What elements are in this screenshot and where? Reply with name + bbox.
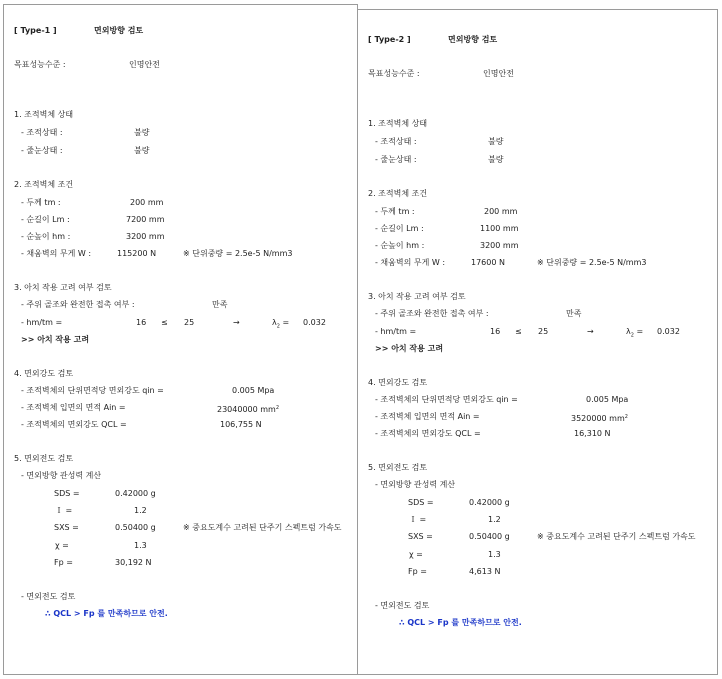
panel1-s3-contact-label: - 주위 골조와 완전한 접촉 여부 : [21,300,135,309]
panel2-s2-unit-weight-note: ※ 단위중량 = 2.5e-5 N/mm3 [537,258,647,267]
panel1-s3-contact-value: 만족 [212,300,228,309]
panel1-s2-thickness-label: - 두께 tm : [21,198,61,207]
panel2-s2-weight-label: - 채움벽의 무게 W : [375,258,446,267]
panel1-s5-fp-value: 30,192 N [115,558,152,567]
panel1-s5-sds-value: 0.42000 g [115,489,156,498]
panel1-s1-item1-value: 불량 [134,128,150,137]
panel1-s5-chi-value: 1.3 [134,541,147,550]
panel2-s3-limit-value: 25 [538,327,549,336]
panel2-s4-title: 4. 면외강도 검토 [368,378,428,387]
panel1-section-title: 면외방향 검토 [94,26,144,35]
panel1-s2-thickness-value: 200 mm [130,198,164,207]
panel1-s2-height-value: 3200 mm [126,232,165,241]
panel2-s3-lambda-label [626,327,643,341]
panel2-s3-arrow: → [587,327,594,336]
panel1-s5-sds-label: SDS = [54,489,80,498]
panel2-s1-item2-label: - 줄눈상태 : [375,155,417,164]
panel2-s3-le-sign: ≤ [515,327,522,336]
panel2-s5-sxs-value: 0.50400 g [469,532,510,541]
panel1-s3-arrow: → [233,318,240,327]
lambda-subscript: 2 [276,323,280,330]
ain-value-text: 23040000 mm [217,405,276,414]
panel1-s3-title: 3. 아치 작용 고려 여부 검토 [14,283,112,292]
panel1-s5-subtitle: - 면외방향 관성력 계산 [21,471,102,480]
panel2-s5-fp-label: Fp = [408,567,427,576]
panel1-s5-chi-label: χ = [55,541,69,550]
panel1-s3-ratio-label: - hm/tm = [21,318,63,327]
panel1-s1-item2-label: - 줄눈상태 : [21,146,63,155]
panel1-s3-lambda-label [272,318,289,332]
panel2-s5-subtitle: - 면외방향 관성력 계산 [375,480,456,489]
panel2-s3-ratio-label: - hm/tm = [375,327,417,336]
panel2-s4-qin-value: 0.005 Mpa [586,395,629,404]
panel2-s5-check-label: - 면외전도 검토 [375,601,430,610]
lambda-equals: = [279,318,290,327]
panel2-s3-lambda-value: 0.032 [657,327,680,336]
ain-value-text: 3520000 mm [571,414,625,423]
panel1-s5-title: 5. 면외전도 검토 [14,454,74,463]
panel1-s2-length-label: - 순길이 Lm : [21,215,70,224]
panel2-section-title: 면외방향 검토 [448,35,498,44]
panel2-s5-sds-label: SDS = [408,498,434,507]
panel1-s4-ain-label: - 조적벽체 입면의 면적 Ain = [21,403,126,412]
lambda-symbol: λ [626,327,631,336]
panel2-s3-contact-label: - 주위 골조와 완전한 접촉 여부 : [375,309,489,318]
panel1-s1-item2-value: 불량 [134,146,150,155]
panel1-s3-lambda-value: 0.032 [303,318,326,327]
panel2-s4-qcl-value: 16,310 N [574,429,611,438]
panel2-s1-item1-value: 불량 [488,137,504,146]
panel2-s5-i-label: Ｉ = [409,515,427,524]
panel1-s1-title: 1. 조적벽체 상태 [14,110,74,119]
panel2-s3-ratio-value: 16 [490,327,501,336]
panel1-s5-check-label: - 면외전도 검토 [21,592,76,601]
panel2-s4-ain-value [571,412,628,424]
ain-unit-exponent: 2 [624,414,628,420]
panel1-type-label: [ Type-1 ] [14,26,57,35]
panel2-s5-sds-value: 0.42000 g [469,498,510,507]
panel1-s5-conclusion: ∴ QCL > Fp 를 만족하므로 안전. [45,609,168,618]
panel1-s4-qcl-label: - 조적벽체의 면외강도 QCL = [21,420,127,429]
ain-unit-exponent: 2 [275,405,280,411]
panel1-s5-i-label: Ｉ = [55,506,73,515]
panel1-s5-sxs-value: 0.50400 g [115,523,156,532]
panel2-s5-fp-value: 4,613 N [469,567,501,576]
panel1-s2-length-value: 7200 mm [126,215,165,224]
panel1-s4-title: 4. 면외강도 검토 [14,369,74,378]
panel2-s3-result: >> 아치 작용 고려 [375,344,444,353]
panel2-s1-title: 1. 조적벽체 상태 [368,119,428,128]
panel1-s2-unit-weight-note: ※ 단위중량 = 2.5e-5 N/mm3 [183,249,293,258]
panel1-s3-limit-value: 25 [184,318,195,327]
panel2-s5-chi-value: 1.3 [488,550,501,559]
panel2-s2-length-value: 1100 mm [480,224,519,233]
panel2-target-value: 인명안전 [483,69,514,78]
panel2-type-label: [ Type-2 ] [368,35,411,44]
panel2-s5-i-value: 1.2 [488,515,501,524]
panel2-s2-thickness-value: 200 mm [484,207,518,216]
panel1-s5-sxs-note: ※ 중요도계수 고려된 단주기 스펙트럼 가속도 [183,523,342,532]
panel2-s5-chi-label: χ = [409,550,423,559]
panel2-s5-sxs-note: ※ 중요도계수 고려된 단주기 스펙트럼 가속도 [537,532,696,541]
lambda-subscript: 2 [630,332,634,339]
panel1-s3-ratio-value: 16 [136,318,147,327]
panel1-s4-qcl-value: 106,755 N [220,420,262,429]
panel1-s4-ain-value [217,403,279,415]
panel2-s4-qcl-label: - 조적벽체의 면외강도 QCL = [375,429,481,438]
panel1-target-label: 목표성능수준 : [14,60,66,69]
panel2-s5-conclusion: ∴ QCL > Fp 를 만족하므로 안전. [399,618,522,627]
panel1-s4-qin-label: - 조적벽체의 단위면적당 면외강도 qin = [21,386,164,395]
panel1-s5-i-value: 1.2 [134,506,147,515]
lambda-equals: = [633,327,644,336]
panel1-s3-le-sign: ≤ [161,318,168,327]
panel1-s2-height-label: - 순높이 hm : [21,232,71,241]
panel2-target-label: 목표성능수준 : [368,69,420,78]
panel1-s5-fp-label: Fp = [54,558,73,567]
panel2-s2-height-value: 3200 mm [480,241,519,250]
panel1-s3-result: >> 아치 작용 고려 [21,335,90,344]
panel1-s1-item1-label: - 조적상태 : [21,128,63,137]
panel2-s4-qin-label: - 조적벽체의 단위면적당 면외강도 qin = [375,395,518,404]
panel2-s2-weight-value: 17600 N [471,258,505,267]
panel1-s4-qin-value: 0.005 Mpa [232,386,275,395]
panel1-s5-sxs-label: SXS = [54,523,79,532]
panel2-s1-item1-label: - 조적상태 : [375,137,417,146]
panel2-s3-contact-value: 만족 [566,309,582,318]
panel1-s2-weight-value: 115200 N [117,249,157,258]
panel2-s4-ain-label: - 조적벽체 입면의 면적 Ain = [375,412,480,421]
panel1-s2-weight-label: - 채움벽의 무게 W : [21,249,92,258]
panel1-s2-title: 2. 조적벽체 조건 [14,180,74,189]
panel2-s2-thickness-label: - 두께 tm : [375,207,415,216]
panel2-s3-title: 3. 아치 작용 고려 여부 검토 [368,292,466,301]
panel2-s2-title: 2. 조적벽체 조건 [368,189,428,198]
panel2-s2-length-label: - 순길이 Lm : [375,224,424,233]
panel2-s1-item2-value: 불량 [488,155,504,164]
panel2-s5-sxs-label: SXS = [408,532,433,541]
panel2-s2-height-label: - 순높이 hm : [375,241,425,250]
lambda-symbol: λ [272,318,277,327]
panel2-s5-title: 5. 면외전도 검토 [368,463,428,472]
panel1-target-value: 인명안전 [129,60,160,69]
